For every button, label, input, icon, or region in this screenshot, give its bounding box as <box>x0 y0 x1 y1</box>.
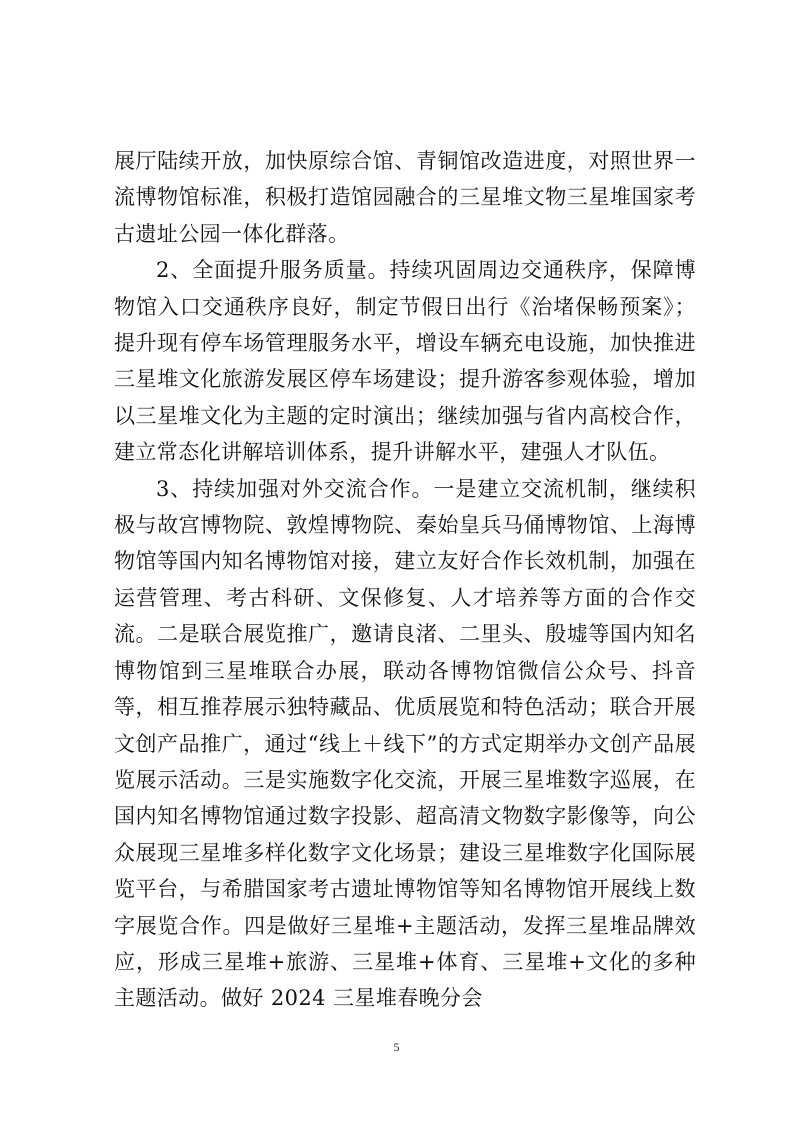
paragraph-2: 2、全面提升服务质量。持续巩固周边交通秩序，保障博物馆入口交通秩序良好，制定节假日出行《治堵保畅预案》；提升现有停车场管理服务水平，增设车辆充电设施，加快推进三星堆文化旅游发展区停车场建设；提升游客参观体验，增加以三星堆文化为主题的定时演出；继续加强与省内高校合作，建立常态化讲解培训体系，提升讲解水平，建强人才队伍。 <box>114 258 696 465</box>
page-number: 5 <box>393 1040 400 1054</box>
paragraph-3: 3、持续加强对外交流合作。一是建立交流机制，继续积极与故宫博物院、敦煌博物院、秦始皇兵马俑博物馆、上海博物馆等国内知名博物馆对接，建立友好合作长效机制，加强在运营管理、考古科研、文保修复、人才培养等方面的合作交流。二是联合展览推广，邀请良渚、二里头、殷墟等国内知名博物馆到三星堆联合办展，联动各博物馆微信公众号、抖音等，相互推荐展示独特藏品、优质展览和特色活动；联合开展文创产品推广，通过“线上＋线下”的方式定期举办文创产品展览展示活动。三是实施数字化交流，开展三星堆数字巡展，在国内知名博物馆通过数字投影、超高清文物数字影像等，向公众展现三星堆多样化数字文化场景；建设三星堆数字化国际展览平台，与希腊国家考古遗址博物馆等知名博物馆开展线上数字展览合作。四是做好三星堆+主题活动，发挥三星堆品牌效应，形成三星堆+旅游、三星堆+体育、三星堆+文化的多种主题活动。做好 2024 三星堆春晚分会 <box>114 476 696 1011</box>
paragraph-1: 展厅陆续开放，加快原综合馆、青铜馆改造进度，对照世界一流博物馆标准，积极打造馆园融合的三星堆文物三星堆国家考古遗址公园一体化群落。 <box>114 149 696 246</box>
body-text <box>114 143 696 1017</box>
